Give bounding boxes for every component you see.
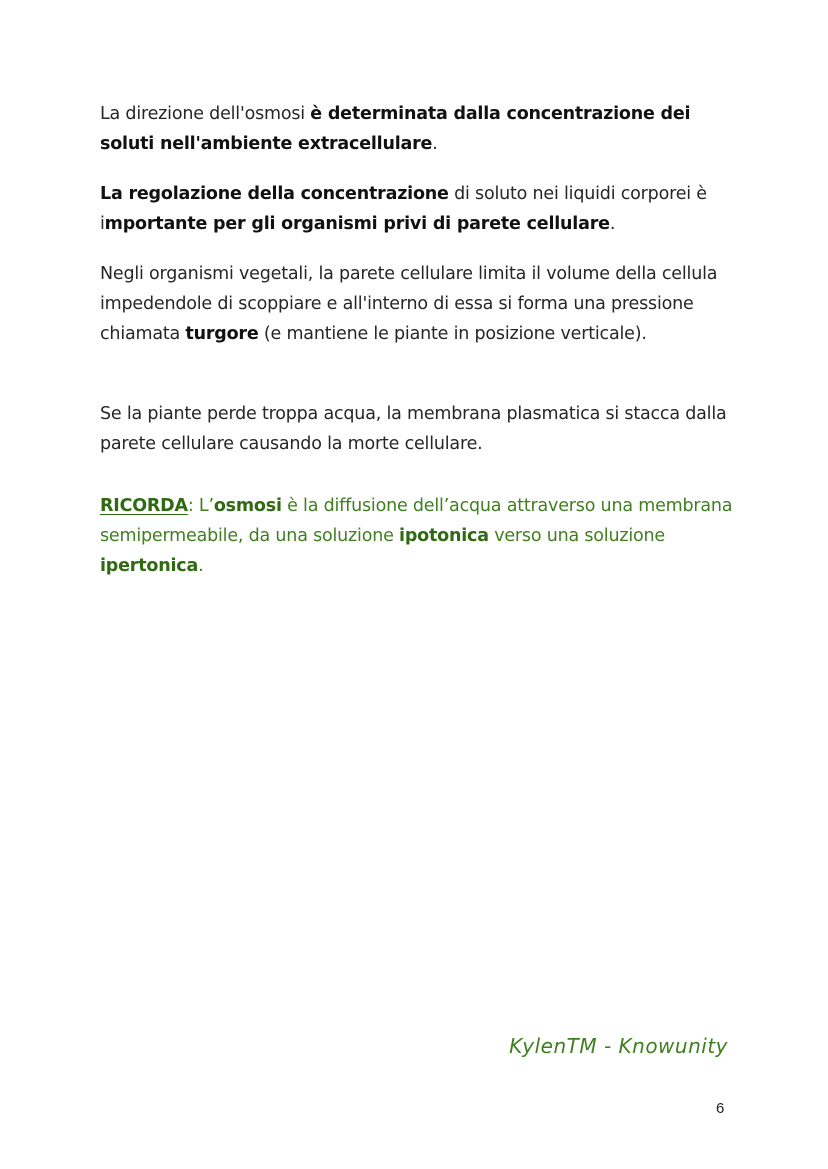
text: (e mantiene le piante in posizione verticale). [258,324,647,344]
text: Negli organismi vegetali, la parete cellulare limita il volume della cellula impedendole di scoppiare e all'interno di essa si forma una pressione chiamata [100,264,718,344]
paragraph-water-loss [100,399,740,459]
bold-text: ipertonica [100,556,199,576]
text: Se la piante perde troppa acqua, la membrana plasmatica si stacca dalla parete cellulare causando la morte cellulare. [100,404,727,454]
paragraph-plant-turgor [100,259,740,349]
text: . [198,556,204,576]
text: . [432,134,438,154]
bold-text: è determinata dalla concentrazione dei soluti nell'ambiente extracellulare [100,104,691,154]
paragraph-remember-note [100,491,740,581]
bold-text: La regolazione della concentrazione [100,184,449,204]
bold-text: ipotonica [399,526,489,546]
text: La direzione dell'osmosi [100,104,311,124]
paragraph-concentration-regulation [100,179,740,239]
remember-label: RICORDA [100,496,188,516]
text: : L’ [187,496,214,516]
paragraph-osmosis-direction [100,99,740,159]
text: . [609,214,616,234]
text: verso una soluzione [488,526,665,546]
text: è la diffusione dell’acqua attraverso una membrana semipermeabile, da una soluzione [100,496,733,546]
bold-text: turgore [185,324,259,344]
bold-text: osmosi [213,496,282,516]
text: di soluto nei liquidi corporei è i [100,184,707,234]
footer-brand: KylenTM - Knowunity [509,1034,728,1058]
page-number: 6 [716,1100,725,1117]
bold-text: mportante per gli organismi privi di parete cellulare [104,214,610,234]
